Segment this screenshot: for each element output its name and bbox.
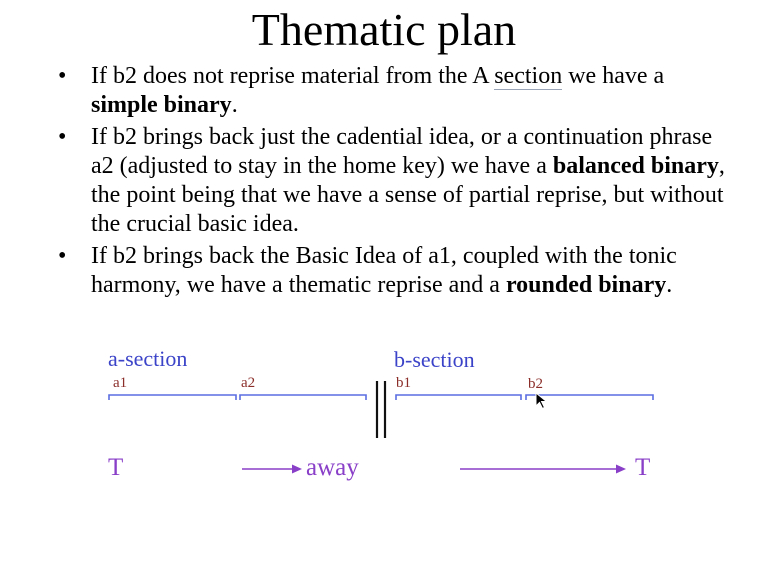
- arrow-to-tonic-icon: [460, 465, 626, 474]
- slide-title: Thematic plan: [251, 4, 517, 55]
- bold-term: simple binary: [91, 92, 232, 118]
- bullet-text: .: [666, 272, 673, 298]
- arrow-to-away-icon: [242, 465, 302, 474]
- section-link[interactable]: section: [494, 63, 563, 89]
- bullet-icon: •: [58, 243, 67, 269]
- bullet-item-rounded-binary: [58, 242, 728, 300]
- bullet-icon: •: [58, 63, 67, 89]
- bullet-text: If b2 does not reprise material from the A: [91, 63, 495, 89]
- bullet-item-simple-binary: [58, 62, 728, 120]
- bracket-a1: [109, 395, 236, 400]
- double-barline-icon: [377, 381, 385, 438]
- bullet-text: we have a: [562, 63, 665, 89]
- phrase-label-b1: b1: [396, 375, 411, 391]
- bullet-icon: •: [58, 124, 67, 150]
- b-section-label: b-section: [394, 347, 475, 372]
- bullet-text: , the point being that we have a sense of partial reprise, but without the crucial basic idea.: [91, 153, 725, 237]
- bullet-text: .: [231, 92, 238, 118]
- a-section-label: a-section: [108, 346, 188, 371]
- bullet-list: [58, 62, 728, 303]
- bullet-text: If b2 brings back the Basic Idea of a1, coupled with the tonic harmony, we have a thematic reprise and a: [91, 243, 677, 298]
- phrase-label-a1: a1: [113, 375, 128, 391]
- bracket-b1: [396, 395, 521, 400]
- tonic-start-label: T: [108, 454, 124, 481]
- mouse-pointer-icon: [535, 392, 549, 410]
- bullet-text: If b2 brings back just the cadential idea, or a continuation phrase a2 (adjusted to stay in the home key) we have a: [91, 124, 713, 179]
- phrase-label-a2: a2: [241, 375, 256, 391]
- bullet-item-balanced-binary: [58, 123, 728, 239]
- bold-term: rounded binary: [505, 272, 667, 298]
- tonic-end-label: T: [635, 454, 651, 481]
- phrase-label-b2: b2: [528, 376, 543, 392]
- away-label: away: [306, 454, 359, 481]
- bold-term: balanced binary: [552, 153, 719, 179]
- bracket-a2: [240, 395, 366, 400]
